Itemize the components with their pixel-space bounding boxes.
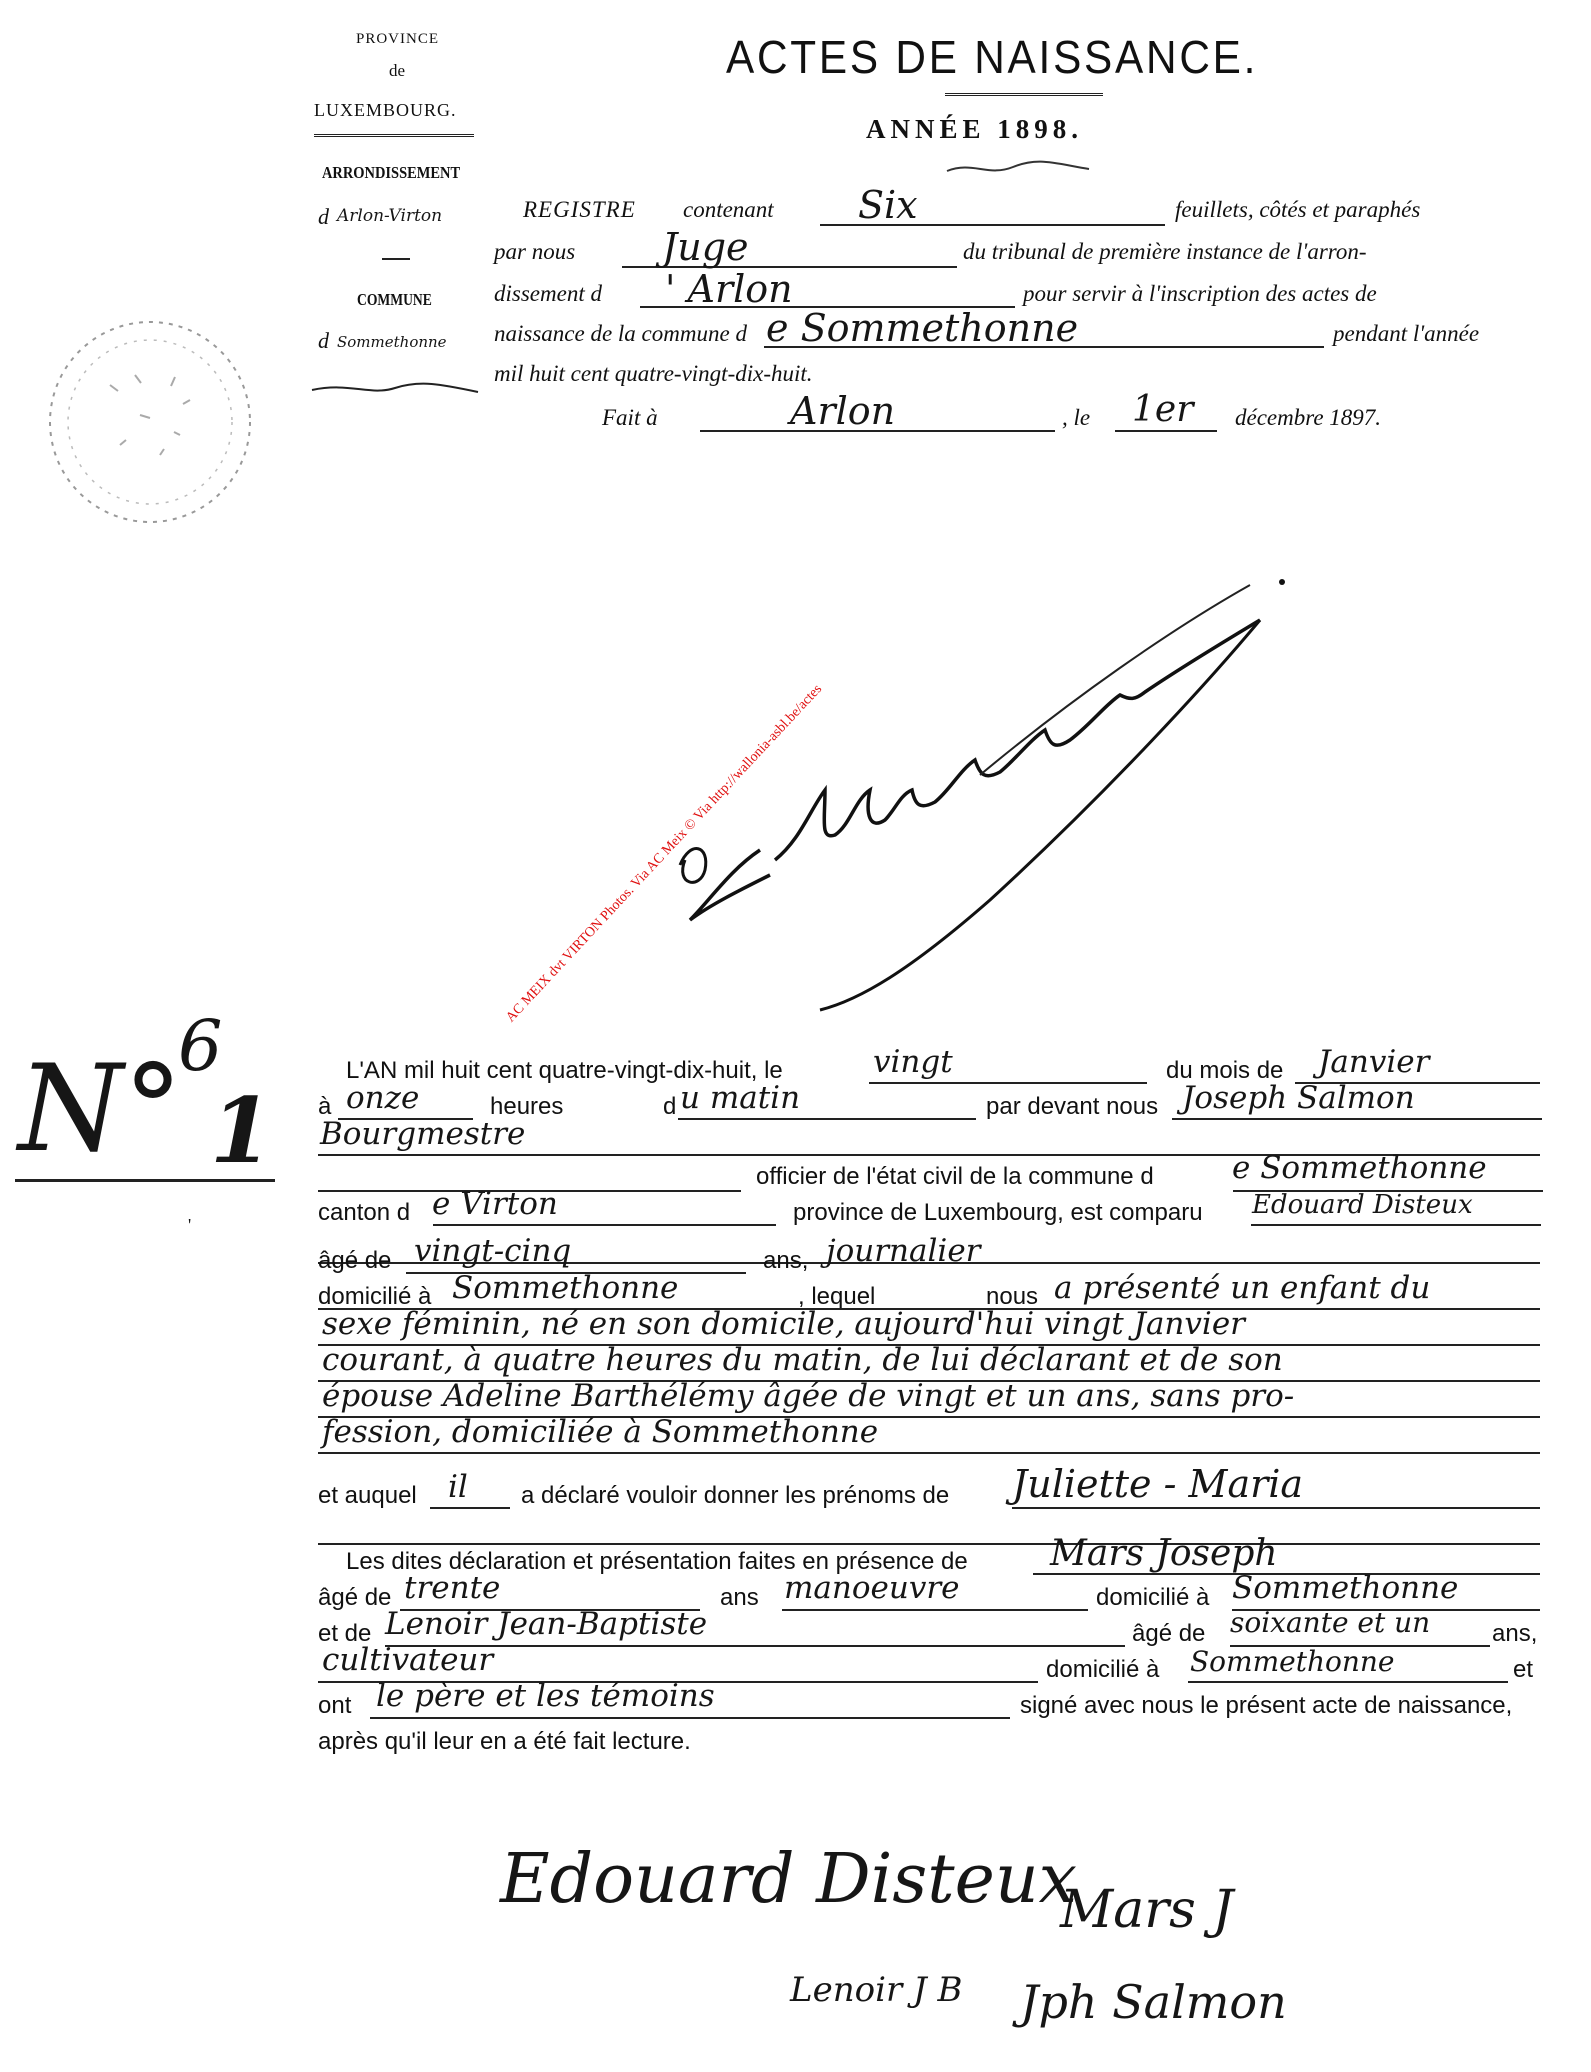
arrondissement-label: ARRONDISSEMENT: [322, 163, 461, 182]
line4-commune: e Sommethonne: [1232, 1150, 1487, 1186]
line1-mois: Janvier: [1318, 1044, 1430, 1080]
province-name: LUXEMBOURG.: [314, 100, 457, 120]
line18-a: après qu'il leur en a été fait lecture.: [318, 1728, 691, 1755]
line2-heure: onze: [346, 1080, 420, 1116]
title-underline: [945, 93, 1103, 96]
line2-moment-line: [678, 1118, 976, 1120]
commune-value: Sommethonne: [337, 333, 447, 351]
arrondissement-registry-value: ' Arlon: [665, 267, 793, 311]
line16-domicile: Sommethonne: [1190, 1645, 1395, 1678]
line7-domicile: Sommethonne: [452, 1270, 679, 1306]
juge-value: Juge: [662, 225, 749, 269]
seal-stamp: [40, 315, 260, 530]
line13-temoin1: Mars Joseph: [1050, 1533, 1278, 1574]
line12-b: a déclaré vouloir donner les prénoms de: [521, 1482, 950, 1509]
date-text: décembre 1897.: [1235, 405, 1382, 430]
pour-servir-text: pour servir à l'inscription des actes de: [1023, 281, 1377, 306]
feuillets-text: feuillets, côtés et paraphés: [1175, 197, 1421, 222]
line14-domicile: Sommethonne: [1232, 1570, 1459, 1606]
line14-domicilie: domicilié à: [1096, 1584, 1210, 1611]
line7-nous: nous: [986, 1283, 1039, 1310]
line14-ans: ans: [720, 1584, 759, 1611]
line6-age: vingt-cinq: [414, 1233, 572, 1269]
line15-age-label: âgé de: [1132, 1620, 1206, 1647]
mil-text: mil huit cent quatre-vingt-dix-huit.: [494, 361, 813, 386]
numero-value: 1: [210, 1078, 273, 1184]
naissance-text: naissance de la commune d: [494, 321, 747, 346]
signature-declarant: Edouard Disteux: [500, 1840, 1077, 1919]
year-flourish: [943, 155, 1093, 179]
line5-b: province de Luxembourg, est comparu: [793, 1199, 1203, 1226]
commune-flourish: [310, 380, 480, 400]
line17-b: signé avec nous le présent acte de naissance,: [1020, 1692, 1513, 1719]
province-de: de: [389, 61, 406, 80]
line12-prenoms-line: [1012, 1507, 1540, 1509]
line1-mois-label: du mois de: [1166, 1057, 1284, 1084]
header-divider: [314, 134, 474, 137]
line5-comparant: Edouard Disteux: [1252, 1190, 1473, 1220]
arrondissement-prefix: d: [318, 204, 329, 229]
line10-text: épouse Adeline Barthélémy âgée de vingt et un ans, sans pro-: [322, 1378, 1295, 1414]
line16-domicilie: domicilié à: [1046, 1656, 1160, 1683]
line5-canton-line: [433, 1224, 776, 1226]
tribunal-text: du tribunal de première instance de l'arron-: [963, 239, 1367, 264]
line2-nom-line: [1172, 1118, 1542, 1120]
arrondissement-dash: [382, 258, 410, 260]
par-nous: par nous: [494, 239, 576, 264]
line2-heures: heures: [490, 1093, 564, 1120]
line-blank-2: [318, 1543, 1540, 1545]
le-text: , le: [1062, 405, 1091, 430]
line15-age: soixante et un: [1230, 1606, 1431, 1639]
line2-moment: u matin: [680, 1080, 801, 1116]
line1-jour: vingt: [873, 1044, 953, 1080]
line2-a: à: [318, 1093, 332, 1120]
line15-temoin2-line: [385, 1645, 1125, 1647]
line11-line: [318, 1452, 1540, 1454]
contenant-word: contenant: [683, 197, 774, 222]
numero-underline: [15, 1179, 275, 1182]
line1-jour-line: [869, 1082, 1147, 1084]
line15-temoin2: Lenoir Jean-Baptiste: [385, 1606, 708, 1642]
commune-registry-value: e Sommethonne: [766, 306, 1079, 350]
line2-d: d: [663, 1093, 677, 1120]
line16-domicile-line: [1188, 1681, 1508, 1683]
line16-et: et: [1513, 1656, 1534, 1683]
line4-a: officier de l'état civil de la commune d: [756, 1163, 1154, 1190]
line7-a: domicilié à: [318, 1283, 432, 1310]
line12-prenoms: Juliette - Maria: [1012, 1462, 1304, 1506]
line6-a: âgé de: [318, 1247, 392, 1274]
line15-a: et de: [318, 1620, 372, 1647]
arrondissement-value: Arlon-Virton: [337, 206, 443, 226]
line8-text: sexe féminin, né en son domicile, aujourd'hui vingt Janvier: [322, 1306, 1245, 1342]
line2-nom: Joseph Salmon: [1182, 1080, 1415, 1116]
line7-text: a présenté un enfant du: [1054, 1270, 1431, 1306]
line17-line: [370, 1717, 1010, 1719]
line14-profession-line: [782, 1609, 1088, 1611]
watermark-text: AC MEIX dvt VIRTON Photos. Via AC Meix © Via http://wallonia-asbl.be/actes: [503, 681, 826, 1026]
line7-lequel: , lequel: [798, 1283, 876, 1310]
signature-temoin1: Mars J: [1060, 1880, 1234, 1940]
line3-titre: Bourgmestre: [320, 1116, 526, 1152]
province-label: PROVINCE: [356, 31, 440, 47]
jour-line: [1115, 430, 1217, 432]
line5-a: canton d: [318, 1199, 411, 1226]
line13-a: Les dites déclaration et présentation faites en présence de: [346, 1548, 968, 1575]
pendant-text: pendant l'année: [1333, 321, 1480, 346]
line6-ans: ans,: [763, 1247, 809, 1274]
line5-canton: e Virton: [432, 1186, 558, 1222]
page-title: ACTES DE NAISSANCE.: [726, 31, 1259, 83]
line12-il: il: [448, 1469, 468, 1505]
line17-value: le père et les témoins: [376, 1678, 715, 1714]
signature-officier: Jph Salmon: [1020, 1975, 1287, 2029]
line5-comparant-line: [1251, 1224, 1541, 1226]
commune-label: COMMUNE: [357, 290, 432, 309]
line2-par-devant: par devant nous: [986, 1093, 1159, 1120]
line14-a: âgé de: [318, 1584, 392, 1611]
feuillets-value: Six: [858, 183, 918, 227]
margin-numero: 6: [178, 1005, 223, 1087]
signature-temoin2: Lenoir J B: [790, 1970, 963, 2010]
lieu-value: Arlon: [790, 389, 896, 433]
line15-ans: ans,: [1492, 1620, 1538, 1647]
commune-prefix: d: [318, 328, 329, 353]
line1-text: L'AN mil huit cent quatre-vingt-dix-huit, le: [346, 1057, 783, 1084]
jour-value: 1er: [1132, 389, 1194, 430]
line14-age: trente: [404, 1570, 501, 1606]
fait-a: Fait à: [602, 405, 658, 430]
year-line: ANNÉE 1898.: [866, 114, 1084, 144]
line16-profession: cultivateur: [322, 1642, 494, 1678]
dissement-text: dissement d: [494, 281, 602, 306]
line12-il-line: [430, 1507, 510, 1509]
line6-profession: journalier: [826, 1233, 981, 1269]
numero-prefix: N°: [18, 1040, 183, 1179]
line11-text: fession, domiciliée à Sommethonne: [322, 1414, 879, 1450]
line9-text: courant, à quatre heures du matin, de lui déclarant et de son: [322, 1342, 1283, 1378]
line12-a: et auquel: [318, 1482, 417, 1509]
margin-dash: ': [188, 1215, 192, 1235]
line14-profession: manoeuvre: [784, 1570, 960, 1606]
registre-word: REGISTRE: [523, 197, 636, 222]
line17-a: ont: [318, 1692, 352, 1719]
